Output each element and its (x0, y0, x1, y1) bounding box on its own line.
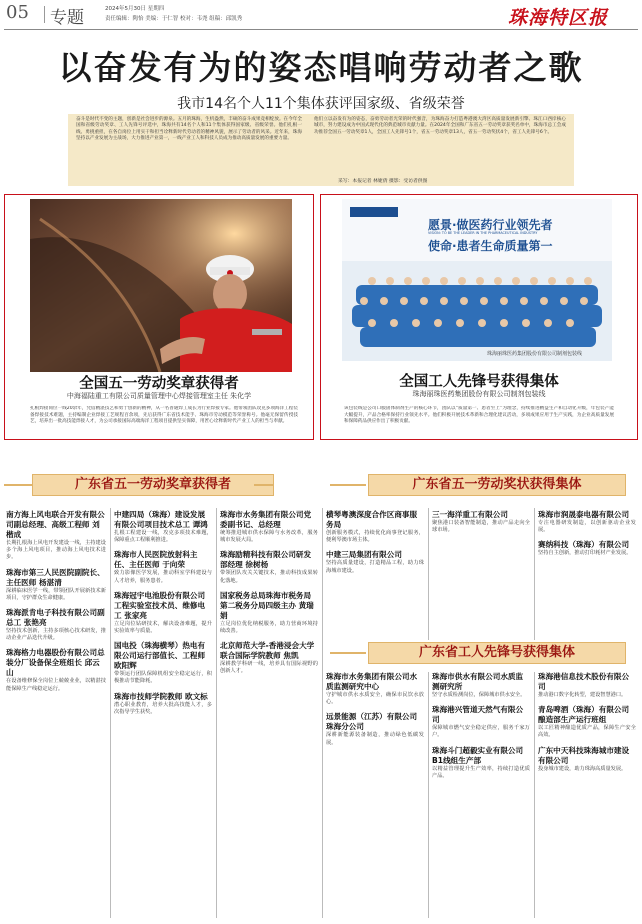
honoree-text: 立足岗位优化纳税服务，助力营商环境持续改善。 (220, 620, 318, 635)
column-divider (216, 508, 217, 918)
honoree-text: 深耕新能源装备制造，推动绿色低碳发展。 (326, 732, 424, 746)
honoree-title: 珠海格力电器股份有限公司总装分厂设备保全班组长 邱云山 (6, 648, 105, 678)
honoree-text: 坚持高质量建设，打造精品工程，助力珠海城市建设。 (326, 560, 424, 574)
honoree-text: 推动港口数字化转型，建设智慧港口。 (538, 692, 627, 698)
honoree-title: 珠海港兴管道天然气有限公司 (432, 705, 524, 725)
honoree-text: 聚焦港口装备智能制造，推动产品走向全球市场。 (432, 520, 530, 534)
honoree-title: 三一海洋重工有限公司 (432, 510, 508, 519)
photo-banner-mission: 使命·患者生命质量第一 (428, 239, 553, 253)
honoree-title: 珠海派肯电子科技有限公司副总工 张艳亮 (6, 608, 105, 628)
honoree-title: 珠海市水务集团有限公司水质监测研究中心 (326, 672, 418, 691)
intro-column-2: 他们立以奋发有为的姿态，奋勇劳动者光荣的时代强音，为珠海奋力打造粤港澳大湾区高质量发展新引擎、珠江口西岸核心城市，努力建设成为中国式现代化的典范城市贡献力量。在2024年全国和广东省五一劳动奖章获奖名单中，珠海市总工会成功推荐全国五一劳动奖章1人，全国工人先锋号1个，省五一劳动奖章13人，省五一劳动奖状4个，省工人先锋号6个。 (314, 117, 566, 135)
honoree-text: 坚守水质检测岗位，保障城市供水安全。 (432, 692, 526, 698)
photo-banner-english: VISION: TO BE THE LEADER IN THE PHARMACEUTICAL INDUSTRY (428, 231, 538, 235)
column-divider (110, 508, 111, 918)
masthead-divider (44, 6, 45, 23)
page-subtitle: 我市14名个人11个集体获评国家级、省级荣誉 (177, 96, 465, 112)
column-1 (6, 510, 106, 920)
page-number: 05 (6, 2, 29, 23)
honoree-title: 横琴粤澳深度合作区商事服务局 (326, 510, 418, 529)
honoree-title: 中建四局（珠海）建设发展有限公司项目技术总工 谭鸿 (114, 510, 208, 529)
honoree-title: 珠海市水务集团有限公司党委副书记、总经理 (220, 510, 312, 529)
column-3 (220, 510, 318, 920)
honoree-text: 以工匠精神酿造优质产品，保障生产安全高效。 (538, 725, 636, 739)
honoree-text: 在设备维修保全岗位上兢兢业业，以精湛技能保障生产线稳定运行。 (6, 678, 106, 692)
column-4-upper (326, 510, 424, 638)
honoree-entry (326, 550, 424, 574)
column-5-lower (432, 672, 530, 918)
intro-column-1: 奋斗是时代不变的主题，创新是社会进步的源泉。五月的珠海，生机盎然，丰硕的奋斗成果竞相绽放。在今年全国和省级劳动奖章、工人先锋号评选中，珠海共有14名个人和11个集体获得国家级、省级荣誉。他们扎根一线、勇挑重担，在各自岗位上用实干和担当诠释新时代劳动者的精神风貌，展示了劳动者的风采。近年来，珠海坚持以产业发展为主战场，大力推进产业第一，一线产业工人和科技人员成为推动高质量发展的重要力量。 (76, 117, 302, 142)
honoree-entry (432, 510, 530, 534)
honoree-text: 以精益管理提升生产效率，持续打造优质产品。 (432, 765, 530, 779)
intro-credit: 采写：本报记者 林婕倩 摄影：受访者供图 (338, 179, 428, 184)
honoree-title: 南方海上风电联合开发有限公司副总经理、高级工程师 刘楷成 (6, 510, 105, 539)
honoree-text: 深耕教学科研一线，培养具有国际视野的创新人才。 (220, 661, 318, 675)
honoree-title: 青岛啤酒（珠海）有限公司酿造部生产运行班组 (538, 705, 630, 725)
column-divider (534, 672, 535, 918)
honoree-entry (114, 550, 212, 584)
photo-banner-vision: 愿景·做医药行业领先者 (428, 218, 553, 232)
honoree-title: 国家税务总局珠海市税务局第二税务分局四级主办 黄瑞娟 (220, 590, 314, 620)
honoree-text: 立足岗位钻研技术，解决设备难题，提升实验效率与质量。 (114, 620, 212, 635)
honoree-entry (6, 510, 106, 562)
banner-rule (254, 484, 274, 486)
team-photo-caption: 珠海丽珠医药集团股份有限公司制剂包装线 (487, 351, 583, 357)
section-banner-provincial-certificate: 广东省五一劳动奖状获得集体 (368, 474, 626, 496)
honoree-title: 珠海港信息技术股份有限公司 (538, 672, 630, 691)
masthead-rule (4, 29, 638, 30)
honoree-text: 带领团队攻关关键技术，推动科技成果转化落地。 (220, 570, 318, 584)
honoree-entry (538, 540, 636, 557)
honoree-entry (538, 510, 636, 534)
honoree-entry (114, 641, 212, 685)
honoree-text: 创新服务模式，持续优化商事登记服务，便利琴澳市场主体。 (326, 530, 424, 544)
national-pioneer-title: 全国工人先锋号获得集体 (399, 373, 559, 390)
honoree-text: 长期扎根海上风电开发建设一线，主持建设多个海上风电项目，推动海上风电技术进步。 (6, 540, 106, 561)
honoree-entry (538, 746, 636, 773)
honoree-title: 中建三局集团有限公司 (326, 550, 402, 560)
honoree-text: 坚持技术创新，主持多项核心技术研发，推动企业产品迭代升级。 (6, 628, 106, 642)
honoree-entry (538, 672, 636, 699)
column-4-lower (326, 672, 424, 918)
section-banner-provincial-pioneer: 广东省工人先锋号获得集体 (368, 642, 626, 664)
honoree-entry (326, 672, 424, 706)
honoree-title: 珠海市润晟泰电器有限公司 (538, 510, 630, 519)
honoree-title: 珠海斗门超毅实业有限公司B1线组生产部 (432, 745, 524, 765)
honoree-title: 珠海市人民医院放射科主任、主任医师 于向荣 (114, 550, 198, 570)
national-medal-title: 全国五一劳动奖章获得者 (79, 375, 239, 392)
national-medal-text: 扎根焊接岗位一线20余年，凭借精湛技艺和勇于创新的精神，从一名普通焊工成长为行业焊接专家。他带领团队攻克多项海洋工程装备焊接技术难题，主持编制企业焊接工艺规程百余项，先后获得广东省技术能手、珠海市劳动模范等荣誉称号。他毫无保留传授技艺，培养出一批高技能焊接人才，为公司承接国际高端海洋工程项目提供坚实保障，用匠心诠释新时代产业工人的担当与奉献。 (30, 406, 298, 425)
honoree-title: 珠海市技师学院教师 欧文标 (114, 691, 208, 701)
column-divider (534, 508, 535, 640)
honoree-entry (6, 608, 106, 642)
honoree-title: 珠海市第三人民医院副院长、主任医师 杨湛清 (6, 567, 105, 587)
national-medal-recipient: 中海福陆重工有限公司质量管理中心焊接管理室主任 朱化学 (66, 392, 252, 400)
honoree-title: 赛纳科技（珠海）有限公司 (538, 540, 630, 550)
section-banner-provincial-medal: 广东省五一劳动奖章获得者 (32, 474, 274, 496)
honoree-entry (6, 568, 106, 602)
honoree-entry (432, 672, 530, 699)
honoree-title: 珠海市供水有限公司水质监测研究所 (432, 672, 524, 691)
honoree-entry (114, 692, 212, 716)
honoree-entry (220, 510, 318, 544)
honoree-title: 珠海冠宇电池股份有限公司工程实验室技术员、维修电工 张家亮 (114, 590, 206, 620)
honoree-title: 广东中天科技珠海城市建设有限公司 (538, 745, 630, 765)
honoree-text: 投身城市建设，助力珠海高质量发展。 (538, 765, 627, 772)
national-pioneer-recipient: 珠海丽珠医药集团股份有限公司制剂包装线 (412, 390, 546, 398)
honoree-entry (326, 510, 424, 544)
honoree-text: 专注电器研发制造，以创新驱动企业发展。 (538, 520, 636, 534)
honoree-entry (432, 705, 530, 739)
column-divider (428, 508, 429, 640)
banner-rule (330, 652, 366, 654)
newspaper-logo: 珠海特区报 (508, 7, 609, 29)
banner-rule (330, 484, 366, 486)
honoree-title: 北京师范大学-香港浸会大学联合国际学院教师 焦凯 (220, 641, 315, 661)
honoree-entry (432, 746, 530, 780)
column-6-upper (538, 510, 636, 638)
honoree-text: 深耕临床医学一线，带领团队开展新技术新项目，守护群众生命健康。 (6, 587, 106, 601)
honoree-text: 统筹推进城市供水保障与水务改革，服务城市发展大局。 (220, 530, 318, 544)
column-divider (322, 508, 323, 918)
honoree-text: 保障城市燃气安全稳定供应，服务千家万户。 (432, 725, 530, 739)
honoree-entry (220, 550, 318, 584)
editor-line: 责任编辑：陶怡 美编：于仁智 校对：韦尧 组稿：邱凯秀 (105, 16, 243, 22)
honoree-entry (326, 712, 424, 746)
honoree-title: 远景能源（江苏）有限公司珠海分公司 (326, 712, 418, 732)
honoree-text: 坚持自主创新，推动打印耗材产业发展。 (538, 550, 632, 557)
column-6-lower (538, 672, 636, 918)
page-headline: 以奋发有为的姿态唱响劳动者之歌 (58, 48, 584, 87)
honoree-title: 珠海励精科技有限公司研发部经理 徐树杨 (220, 550, 312, 570)
honoree-entry (114, 510, 212, 544)
welder-photo-illustration (30, 199, 292, 372)
honoree-entry (220, 641, 318, 675)
masthead (0, 0, 642, 28)
column-divider (428, 672, 429, 918)
welder-photo (30, 199, 292, 372)
honoree-text: 守护城市供水水质安全，确保市民饮水放心。 (326, 692, 424, 706)
honoree-text: 潜心职业教育，培养大批高技能人才，多次指导学生获奖。 (114, 701, 212, 715)
honoree-entry (114, 591, 212, 635)
honoree-entry (6, 648, 106, 692)
honoree-title: 国电投（珠海横琴）热电有限公司运行部值长、工程师 欧阳辉 (114, 641, 206, 671)
column-2 (114, 510, 212, 920)
date-line: 2024年5月30日 星期四 (105, 6, 165, 12)
honoree-text: 扎根工程建设一线，攻克多项技术难题，保障重点工程顺利推进。 (114, 530, 212, 544)
honoree-text: 带领运行团队保障机组安全稳定运行，积极推动节能降耗。 (114, 671, 212, 685)
honoree-entry (538, 705, 636, 739)
honoree-text: 致力影像医学发展，推动科室学科建设与人才培养，服务患者。 (114, 570, 212, 584)
section-label: 专题 (50, 8, 84, 28)
honoree-entry (220, 591, 318, 635)
national-pioneer-text: 该包装线是公司口服固体制剂生产的核心环节，团队以“质量第一、患者至上”为理念，持续推进精益生产和自动化升级，年包装产能大幅提升，产品合格率保持行业领先水平。他们积极开展技术革新和合理化建议活动，多项成果应用于生产实践，为企业高质量发展和保障药品供应作出了积极贡献。 (344, 406, 614, 425)
column-5-upper (432, 510, 530, 638)
